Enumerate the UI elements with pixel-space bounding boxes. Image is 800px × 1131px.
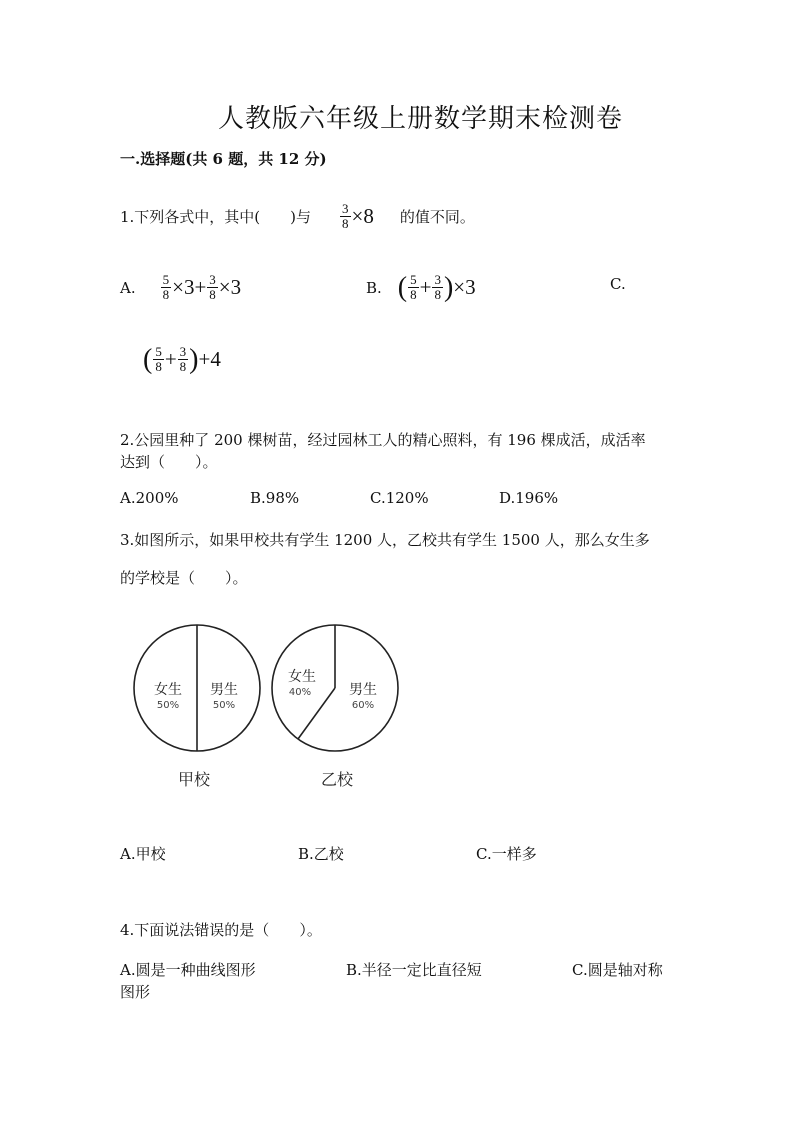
pie-chart-yi [272,625,398,789]
pie-value-female: 50% [156,700,180,711]
q3-stem-line2: 的学校是（ ）。 [120,569,248,587]
q4-option-a[interactable]: A.圆是一种曲线图形 [120,961,256,979]
q1-expression: $\frac{3}{8}$ ×8 [342,201,374,231]
fraction: $\frac{5}{8}$ [410,272,417,302]
q1-option-c[interactable] [143,345,221,374]
pie-label-female: 女生 [154,682,182,698]
q3-pie-charts [125,620,425,810]
q2-stem-line1: 2.公园里种了 200 棵树苗，经过园林工人的精心照料，有 196 棵成活，成活率 [120,431,646,449]
fraction: $\frac{3}{8}$ [179,344,187,374]
pie-value-male: 50% [212,700,236,711]
pie-value-male: 60% [351,700,375,711]
q3-option-a[interactable]: A.甲校 [120,845,166,863]
pie-chart-jia [134,625,260,789]
q2-option-d[interactable]: D.196% [499,489,559,507]
page-title: 人教版六年级上册数学期末检测卷 [218,104,624,134]
q3-option-c[interactable]: C.一样多 [476,845,537,863]
option-b-expression: ( $\frac{5}{8}$ + $\frac{3}{8}$ ) ×3 [397,271,476,303]
q1-option-b[interactable] [366,273,476,302]
option-label: A. [120,278,136,297]
section-heading: 一.选择题(共 6 题，共 12 分) [120,150,327,168]
q4-option-c[interactable]: C.圆是轴对称 [572,961,663,979]
option-a-expression: $\frac{5}{8}$ ×3+ $\frac{3}{8}$ ×3 [162,272,242,302]
q3-option-b[interactable]: B.乙校 [298,845,344,863]
q4-option-b[interactable]: B.半径一定比直径短 [346,961,482,979]
fraction: $\frac{5}{8}$ [155,344,162,374]
pie-value-female: 40% [288,687,312,698]
pie-label-male: 男生 [349,682,377,698]
fraction: $\frac{3}{8}$ [342,201,349,231]
q1-option-a[interactable] [120,273,241,302]
fraction: $\frac{3}{8}$ [209,272,216,302]
q2-option-a[interactable]: A.200% [120,489,179,507]
pie-label-male: 男生 [210,682,238,698]
q1-stem [120,202,475,231]
q4-stem: 4.下面说法错误的是（ ）。 [120,921,322,939]
q1-option-c-label[interactable]: C. [610,275,626,293]
fraction: $\frac{3}{8}$ [434,272,441,302]
option-c-expression: ( $\frac{5}{8}$ + $\frac{3}{8}$ ) +4 [143,343,221,375]
pie-title: 乙校 [320,770,354,789]
q2-option-c[interactable]: C.120% [370,489,429,507]
pie-title: 甲校 [177,770,211,789]
q1-stem-after: 的值不同。 [399,208,475,226]
q2-stem-line2: 达到（ ）。 [120,453,218,471]
option-label: B. [366,278,382,297]
pie-label-female: 女生 [288,669,316,685]
q3-stem-line1: 3.如图所示，如果甲校共有学生 1200 人，乙校共有学生 1500 人，那么女生多 [120,531,650,549]
q2-option-b[interactable]: B.98% [250,489,300,507]
fraction: $\frac{5}{8}$ [162,272,170,302]
q4-option-c-wrap: 图形 [120,983,151,1001]
q1-stem-before: 1.下列各式中，其中( )与 [120,208,312,226]
